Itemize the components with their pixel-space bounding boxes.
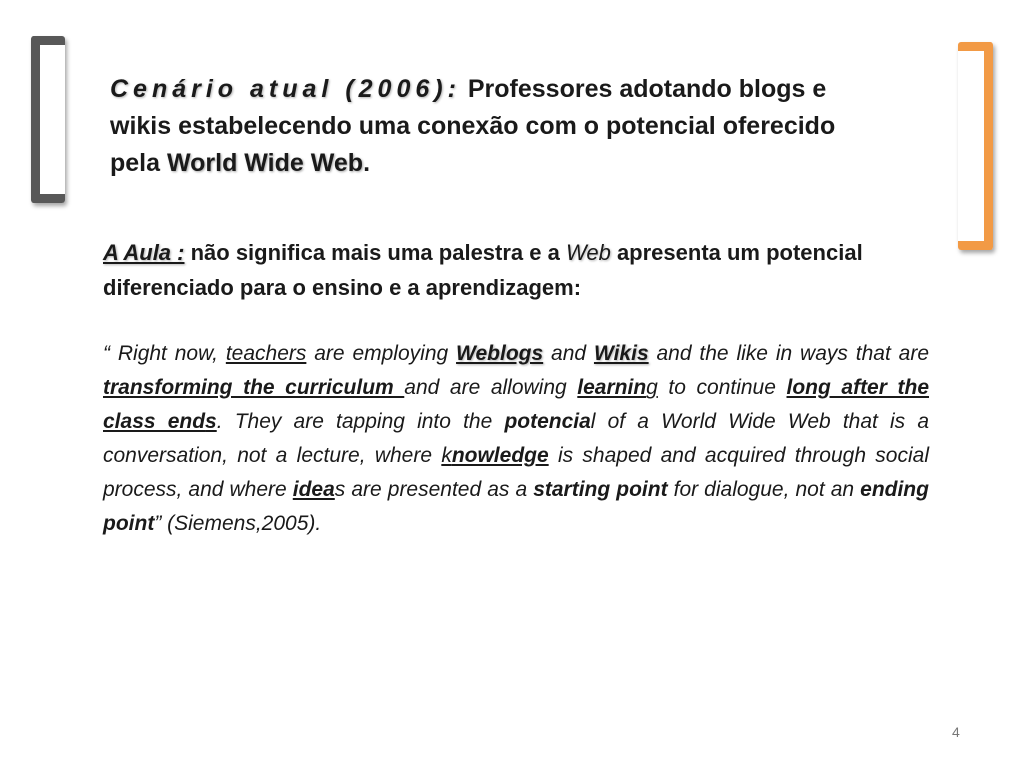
quote-text-4: and the like in ways that are [648,342,929,365]
intro-paragraph [103,235,933,305]
left-bracket-decoration [31,36,65,203]
quote-potencia: potencia [504,410,591,433]
quote-learnin: learnin [577,376,647,399]
right-bracket-decoration [958,42,993,250]
quote-text-2: are employing [306,342,457,365]
intro-text-1: não significa mais uma palestra e a [184,240,566,265]
quote-long-after-end: s [205,410,217,433]
quote-wikis: Wikis [593,342,649,365]
quote-knowledge: nowledge [451,444,549,467]
intro-text-2: apresenta um potencial diferenciado para o ensino e a aprendizagem: [103,240,863,300]
quote-transforming: transforming the curriculum [103,376,405,399]
quote-text-5: and are allowing [404,376,578,399]
quote-text-8: l of a World Wide Web that is a conversation, not a lecture, where [103,410,929,467]
quote-learnin-end: g [646,376,658,399]
quote-text-12: ” (Siemens,2005). [154,512,322,535]
title-text: Professores adotando blogs e wikis estabelecendo uma conexão com o potencial oferecido pela [110,75,836,177]
quote-text-7: . They are tapping into the [216,410,505,433]
slide-title [110,71,880,182]
title-prefix: Cenário atual (2006): [110,75,461,103]
quote-teachers: teachers [225,342,307,365]
quote-ideas: idea [292,478,335,501]
quote-text-6: to continue [657,376,787,399]
quote-text-10: are presented as a [345,478,534,501]
quote-text-11: for dialogue, not an [667,478,861,501]
quote-starting-point: starting point [533,478,668,501]
title-highlight: World Wide Web [166,149,364,177]
quote-text-9: is shaped and acquired through social process, and where [103,444,929,501]
intro-lead: A Aula : [103,240,185,265]
intro-web: Web [565,240,611,265]
quote-ending-point: ending point [103,478,929,535]
quote-knowledge-k: k [441,444,452,467]
quote-text-1: “ Right now, [103,342,226,365]
page-number: 4 [952,724,960,740]
quote-text-3: and [543,342,594,365]
title-period: . [363,149,371,177]
quote-ideas-end: s [334,478,346,501]
quote-paragraph [103,337,929,541]
quote-weblogs: Weblogs [456,342,544,365]
quote-long-after: long after the class end [103,376,929,433]
